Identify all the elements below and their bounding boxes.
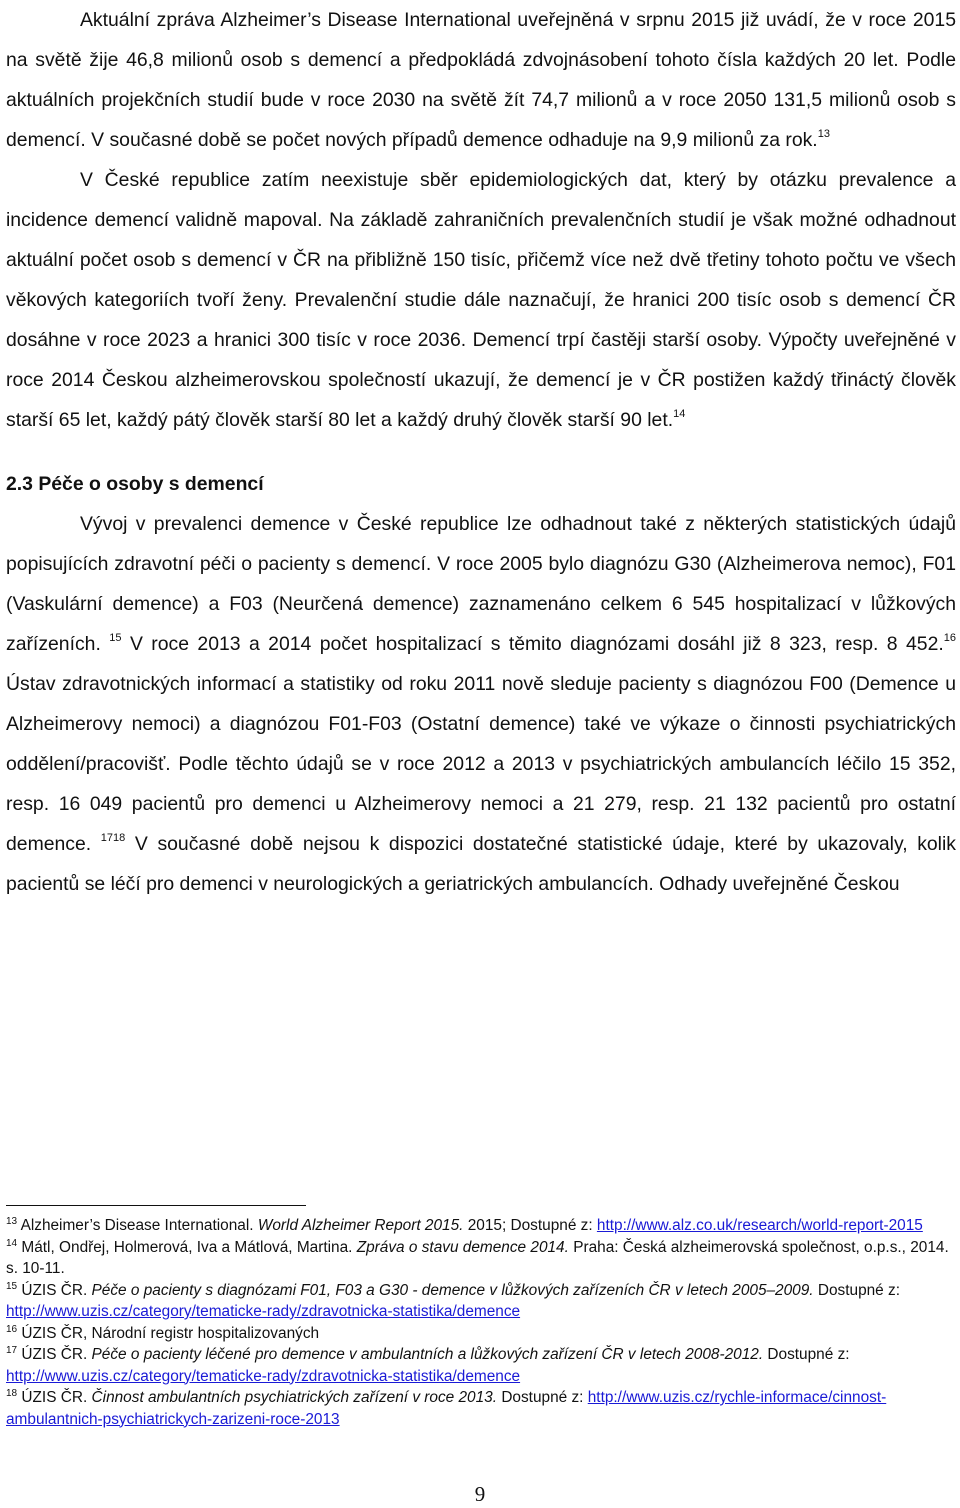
page-number: 9 [474,1482,486,1506]
footnote-author: ÚZIS ČR. [21,1389,88,1406]
footnote-divider [6,1205,306,1206]
footnote-title: Péče o pacienty s diagnózami F01, F03 a G30 - demence v lůžkových zařízeních ČR v letech 2005–2009. [91,1281,814,1299]
footnote-text: Dostupné z: [501,1389,584,1406]
footnote-text: Praha: Česká alzheimerovská společnost, o.p.s., 2014. s. 10-11. [6,1238,949,1277]
footnote-17 [6,1344,956,1387]
footnote-link[interactable]: http://www.alz.co.uk/research/world-report-2015 [596,1217,923,1234]
footnote-13 [6,1215,956,1237]
paragraph-care [6,504,956,904]
footnote-number: 16 [6,1323,18,1335]
section-heading: 2.3 Péče o osoby s demencí [6,473,264,495]
paragraph-text: Vývoj v prevalenci demence v České republice lze odhadnout také z některých statistických údajů popisujících zdravotní péči o pacienty s demencí. V roce 2005 bylo diagnózu G30 (Alzheimerova nemoc), F01 (Vaskulární demence) a F03 (Neurčená demence) zaznamenáno celkem 6 545 hospitalizací v lůžkových zařízeních. [6,513,956,655]
paragraph-prevalence-czech [6,160,956,440]
paragraph-text: V současné době nejsou k dispozici dostatečné statistické údaje, které by ukazovaly, kolik pacientů se léčí pro demenci v neurologických a geriatrických ambulancích. Odhady uveřejněné Českou [6,833,956,895]
footnote-ref: 14 [673,408,686,420]
footnote-link[interactable]: http://www.uzis.cz/category/tematicke-rady/zdravotnicka-statistika/demence [6,1303,521,1320]
footnote-number: 14 [6,1237,18,1249]
footnote-text: Dostupné z: [817,1281,900,1299]
footnote-link[interactable]: http://www.uzis.cz/rychle-informace/cinnost-ambulantnich-psychiatrickych-zarizeni-roce-2013 [6,1389,887,1428]
footnote-author: ÚZIS ČR. [21,1346,88,1363]
footnote-ref: 1718 [100,832,126,844]
footnote-number: 15 [6,1280,18,1292]
footnote-18 [6,1387,956,1430]
footnote-text: Dostupné z: [767,1346,850,1363]
footnote-author: ÚZIS ČR. [21,1281,88,1299]
footnote-text: 2015; Dostupné z: [467,1217,593,1234]
footnote-link[interactable]: http://www.uzis.cz/category/tematicke-rady/zdravotnicka-statistika/demence [6,1367,521,1385]
footnote-16 [6,1323,956,1345]
footnote-title: World Alzheimer Report 2015. [257,1217,464,1234]
footnote-number: 18 [6,1388,18,1399]
footnote-author: Alzheimer’s Disease International. [20,1217,254,1234]
footnote-title: Péče o pacienty léčené pro demence v ambulantních a lůžkových zařízení ČR v letech 2008-2012. [91,1346,764,1363]
footnotes [6,1205,956,1430]
footnote-14 [6,1237,956,1280]
footnote-15 [6,1280,956,1323]
footnote-ref: 13 [817,128,830,140]
footnote-text: ÚZIS ČR, Národní registr hospitalizovaných [21,1324,320,1342]
paragraph-text: Ústav zdravotnických informací a statistiky od roku 2011 nově sleduje pacienty s diagnózou F00 (Demence u Alzheimerovy nemoci) a diagnózou F01-F03 (Ostatní demence) také ve výkaze o činnosti psychiatrických oddělení/pracovišť. Podle těchto údajů se v roce 2012 a 2013 v psychiatrických ambulancích léčilo 15 352, resp. 16 049 pacientů pro demenci u Alzheimerovy nemoci a 21 279, resp. 21 132 pacientů pro ostatní demence. [6,673,956,855]
document-page [6,0,956,904]
footnote-number: 13 [6,1216,18,1227]
footnote-title: Zpráva o stavu demence 2014. [356,1238,569,1256]
paragraph-text: V České republice zatím neexistuje sběr epidemiologických dat, který by otázku prevalence a incidence demencí validně mapoval. Na základě zahraničních prevalenčních studií je však možné odhadnout aktuální počet osob s demencí v ČR na přibližně 150 tisíc, přičemž více než dvě třetiny tohoto počtu ve všech věkových kategoriích tvoří ženy. Prevalenční studie dále naznačují, že hranici 200 tisíc osob s demencí ČR dosáhne v roce 2023 a hranici 300 tisíc v roce 2036. Demencí trpí častěji starší osoby. Výpočty uveřejněné v roce 2014 Českou alzheimerovskou společností ukazují, že demencí je v ČR postižen každý třináctý člověk starší 65 let, každý pátý člověk starší 80 let a každý druhý člověk starší 90 let. [6,169,956,431]
footnote-ref: 15 [109,632,122,644]
paragraph-text: V roce 2013 a 2014 počet hospitalizací s těmito diagnózami dosáhl již 8 323, resp. 8 452. [129,633,944,655]
paragraph-prevalence-world [6,0,956,160]
footnote-number: 17 [6,1345,18,1356]
footnote-title: Činnost ambulantních psychiatrických zařízení v roce 2013. [91,1389,498,1406]
footnote-author: Mátl, Ondřej, Holmerová, Iva a Mátlová, Martina. [21,1238,353,1256]
paragraph-text: Aktuální zpráva Alzheimer’s Disease International uveřejněná v srpnu 2015 již uvádí, že v roce 2015 na světě žije 46,8 milionů osob s demencí a předpokládá zdvojnásobení tohoto čísla každých 20 let. Podle aktuálních projekčních studií bude v roce 2030 na světě žít 74,7 milionů a v roce 2050 131,5 milionů osob s demencí. V současné době se počet nových případů demence odhaduje na 9,9 milionů za rok. [6,9,956,151]
footnote-ref: 16 [943,632,956,644]
